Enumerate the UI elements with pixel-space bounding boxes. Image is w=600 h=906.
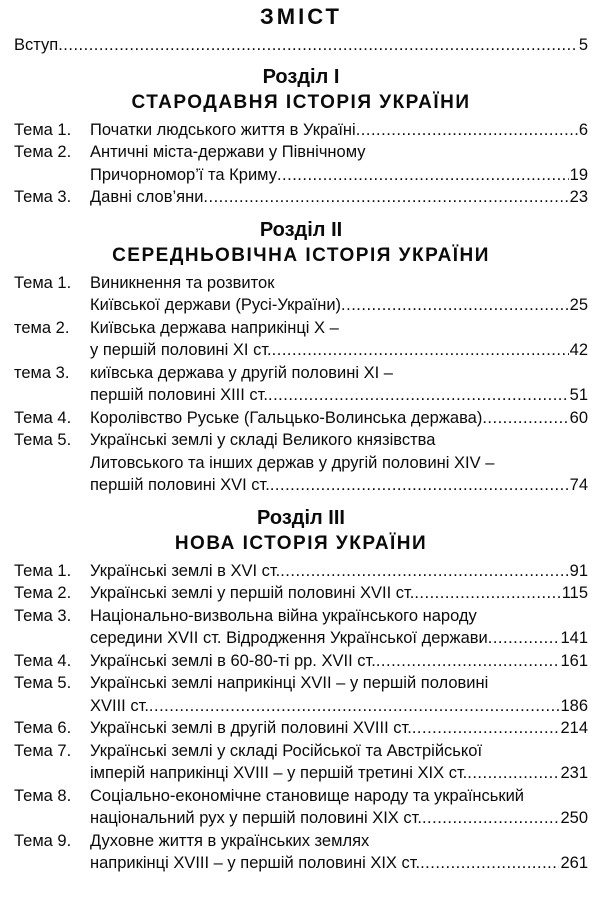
topic-number: Тема 9. (14, 831, 72, 850)
entry-line (14, 294, 588, 317)
topic-title-line: Королівство Руське (Гальцько-Волинська держава) (90, 408, 483, 427)
entry-line (14, 762, 588, 785)
toc-entry[interactable] (14, 407, 588, 430)
section-title: СЕРЕДНЬОВІЧНА ІСТОРІЯ УКРАЇНИ (112, 244, 490, 266)
page-number: 25 (569, 296, 588, 314)
toc-entry[interactable] (14, 119, 588, 142)
toc-entry[interactable] (14, 560, 588, 583)
topic-title-line: київська держава у другій половині XI – (90, 363, 393, 382)
topic-title-line: Античні міста-держави у Північному (90, 143, 366, 161)
leader-dots (203, 186, 568, 209)
topic-title-line: імперій наприкінці XVIII – у першій третині XIX ст. (90, 764, 468, 782)
topic-title-line: Київська держава наприкінці X – (90, 318, 339, 337)
toc-section (14, 506, 588, 875)
topic-title-line: наприкінці XVIII – у першій половині XIX ст. (90, 854, 421, 872)
entry-line (14, 384, 588, 407)
leader-dots (467, 762, 559, 785)
page-number: 51 (569, 386, 588, 404)
page-number: 19 (569, 165, 588, 184)
topic-number: Тема 4. (14, 651, 72, 670)
leader-dots (414, 582, 560, 605)
page-number: 91 (569, 561, 588, 580)
entry-line (14, 852, 588, 875)
leader-dots (341, 294, 569, 317)
entry-line (14, 830, 588, 853)
toc-entry[interactable] (14, 582, 588, 605)
page-number: 261 (560, 854, 588, 872)
entry-line (14, 740, 588, 763)
topic-number: тема 3. (14, 363, 70, 382)
toc-entry[interactable] (14, 740, 588, 785)
topic-title-line: у першій половині XI ст. (90, 341, 272, 359)
entry-line (14, 339, 588, 362)
topic-number: Тема 5. (14, 431, 72, 449)
topic-title-line: Давні слов’яни (90, 188, 204, 206)
toc-entry[interactable] (14, 272, 588, 317)
topic-number: Тема 8. (14, 786, 72, 805)
entry-line (14, 317, 588, 340)
entry-line (14, 164, 588, 187)
toc-entry[interactable] (14, 785, 588, 830)
toc-entry[interactable] (14, 672, 588, 717)
toc-section (14, 65, 588, 209)
entry-line (14, 141, 588, 164)
section-title: НОВА ІСТОРІЯ УКРАЇНИ (174, 532, 428, 554)
page-number: 74 (569, 476, 588, 494)
topic-title-line: Литовського та інших держав у другій половині XIV – (90, 453, 495, 472)
topic-title-line: Духовне життя в українських землях (90, 831, 370, 850)
page-number: 186 (560, 696, 588, 715)
leader-dots (488, 627, 560, 650)
page-number: 141 (560, 629, 588, 647)
topic-number: Тема 6. (14, 719, 72, 737)
topic-number: Тема 3. (14, 188, 72, 206)
entry-line (14, 672, 588, 695)
topic-number: Тема 1. (14, 273, 72, 292)
entry-line (14, 474, 588, 497)
entry-line (14, 272, 588, 295)
topic-number: Тема 5. (14, 674, 72, 692)
topic-number: Тема 3. (14, 606, 72, 625)
topic-title-line: Київської держави (Русі-України) (90, 296, 342, 314)
leader-dots (272, 339, 569, 362)
topic-number: Тема 2. (14, 584, 72, 602)
leader-dots (280, 560, 568, 583)
page-number: 23 (569, 188, 588, 206)
entry-line (14, 560, 588, 583)
entry-line (14, 627, 588, 650)
section-label: Розділ I (262, 65, 340, 88)
leader-dots (482, 407, 568, 430)
topic-title-line: національний рух у першій половині XIX ст. (90, 809, 422, 827)
toc-entry[interactable] (14, 605, 588, 650)
topic-number: тема 2. (14, 318, 70, 337)
page-number: 5 (578, 36, 588, 54)
page-number: 60 (569, 408, 588, 427)
leader-dots (412, 717, 560, 740)
leader-dots (420, 852, 559, 875)
entry-line (14, 452, 588, 475)
entry-line (14, 605, 588, 628)
toc-entry[interactable] (14, 650, 588, 673)
page-number: 214 (560, 719, 588, 737)
toc-entry[interactable] (14, 429, 588, 497)
topic-title-line: першій половині XVI ст. (90, 476, 270, 494)
entry-line (14, 119, 588, 142)
leader-dots (277, 164, 569, 187)
entry-line (14, 186, 588, 209)
page-number: 161 (560, 651, 588, 670)
toc-entry[interactable] (14, 317, 588, 362)
topic-title-line: Українські землі в 60-80-ті рр. XVII ст. (90, 651, 376, 670)
leader-dots (270, 474, 569, 497)
topic-title-line: Українські землі в XVI ст. (90, 561, 281, 580)
topic-title-line: Соціально-економічне становище народу та український (90, 786, 525, 805)
topic-title-line: середини XVII ст. Відродження Української держави (90, 629, 488, 647)
entry-line (14, 807, 588, 830)
topic-title-line: Національно-визвольна війна українського народу (90, 606, 477, 625)
intro-label: Вступ (14, 36, 59, 54)
topic-title-line: Українські землі в другій половині XVIII ст. (90, 719, 412, 737)
page-number: 231 (560, 764, 588, 782)
page-number: 115 (561, 584, 588, 602)
entry-line (14, 407, 588, 430)
topic-title-line: XVIII ст. (90, 696, 149, 715)
toc-entry[interactable] (14, 830, 588, 875)
leader-dots (356, 119, 578, 142)
section-label: Розділ II (259, 218, 343, 241)
toc-entry[interactable] (14, 717, 588, 740)
toc-entry[interactable] (14, 362, 588, 407)
entry-line (14, 695, 588, 718)
section-title: СТАРОДАВНЯ ІСТОРІЯ УКРАЇНИ (131, 91, 471, 113)
leader-dots (422, 807, 560, 830)
toc-entry[interactable] (14, 141, 588, 186)
page-number: 6 (578, 120, 588, 139)
section-label: Розділ III (257, 506, 345, 529)
toc-title: ЗМІСТ (260, 4, 342, 29)
entry-line (14, 785, 588, 808)
leader-dots (149, 695, 560, 718)
topic-number: Тема 1. (14, 561, 72, 580)
toc-section (14, 218, 588, 497)
entry-line (14, 717, 588, 740)
entry-line (14, 650, 588, 673)
entry-line (14, 429, 588, 452)
toc-entry[interactable] (14, 186, 588, 209)
topic-title-line: Виникнення та розвиток (90, 273, 275, 292)
page-number: 42 (569, 341, 588, 359)
leader-dots (268, 384, 569, 407)
entry-line (14, 362, 588, 385)
topic-number: Тема 7. (14, 741, 72, 760)
topic-title-line: Причорномор’ї та Криму (90, 165, 277, 184)
topic-title-line: Українські землі у складі Великого князівства (90, 431, 436, 449)
entry-line (14, 582, 588, 605)
topic-title-line: першій половині XIII ст. (90, 386, 268, 404)
sections-container (14, 65, 588, 875)
topic-title-line: Українські землі наприкінці XVII – у першій половині (90, 674, 489, 692)
topic-title-line: Українські землі у першій половині XVII ст. (90, 584, 415, 602)
intro-entry[interactable] (14, 34, 588, 57)
leader-dots (376, 650, 560, 673)
topic-number: Тема 4. (14, 408, 72, 427)
topic-title-line: Українські землі у складі Російської та Австрійської (90, 741, 483, 760)
topic-number: Тема 2. (14, 143, 72, 161)
leader-dots (58, 34, 578, 57)
topic-title-line: Початки людського життя в Україні (90, 120, 356, 139)
page-number: 250 (560, 809, 588, 827)
topic-number: Тема 1. (14, 120, 72, 139)
